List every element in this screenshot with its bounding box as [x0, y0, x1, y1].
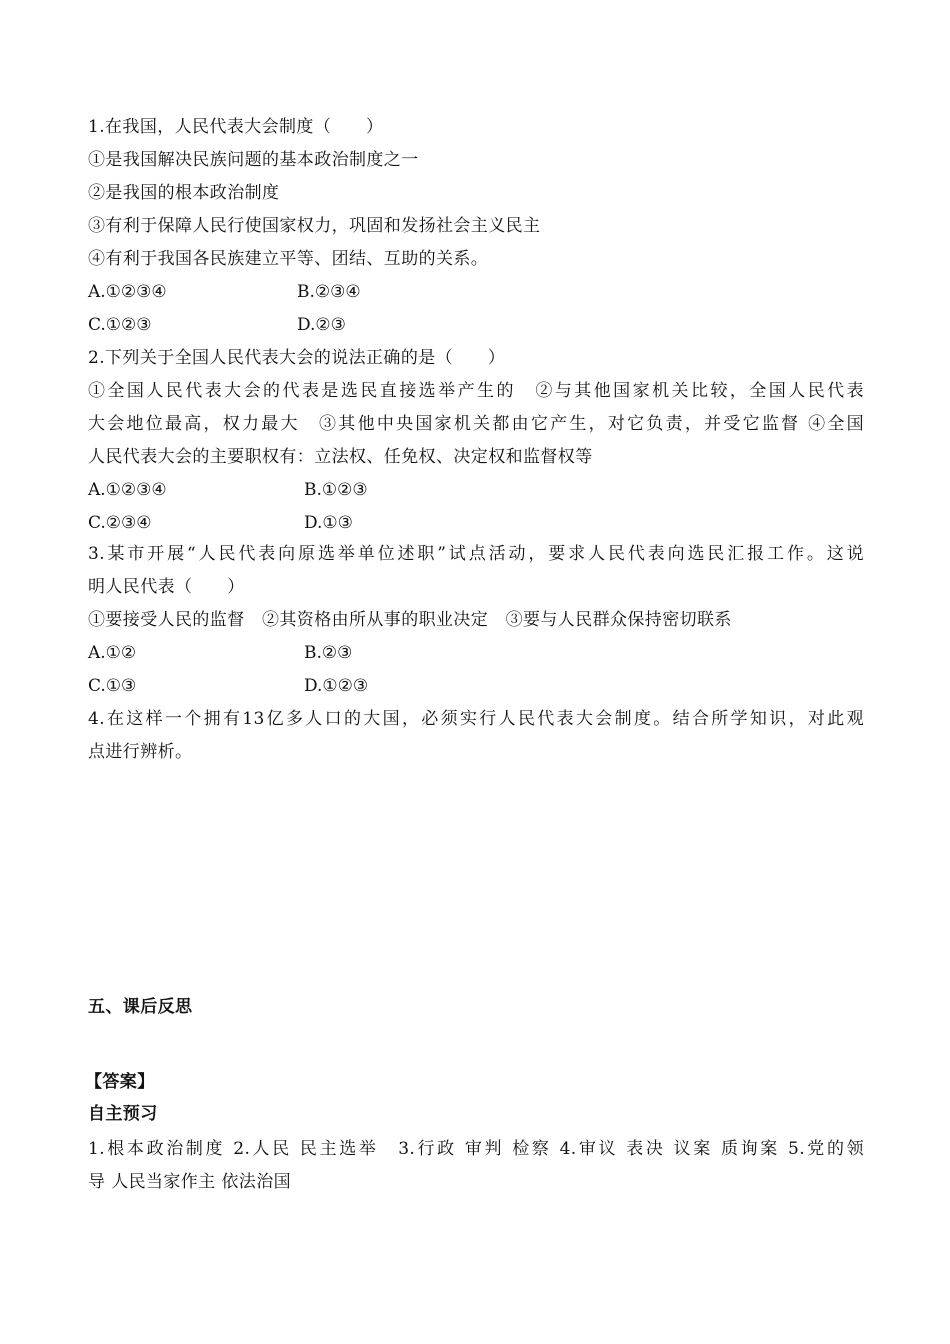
q3-option-a: A.①② [88, 643, 137, 663]
q1-option-c: C.①②③ [88, 315, 152, 335]
q1-stem: 1.在我国，人民代表大会制度（ ） [88, 117, 384, 137]
q2-option-a: A.①②③④ [88, 480, 167, 500]
q4-stem-line-2: 点进行辨析。 [88, 742, 193, 762]
answer-line-1: 1.根本政治制度 2.人民 民主选举 3.行政 审判 检察 4.审议 表决 议案 质询案 5.党的领 [88, 1139, 864, 1159]
q1-option-b: B.②③④ [297, 282, 361, 302]
q1-statement-4: ④有利于我国各民族建立平等、团结、互助的关系。 [88, 249, 489, 269]
q3-statements: ①要接受人民的监督 ②其资格由所从事的职业决定 ③要与人民群众保持密切联系 [88, 610, 732, 630]
q1-option-a: A.①②③④ [88, 282, 167, 302]
answer-line-2: 导 人民当家作主 依法治国 [88, 1172, 292, 1192]
section-heading-reflection: 五、课后反思 [88, 997, 193, 1017]
q1-statement-3: ③有利于保障人民行使国家权力，巩固和发扬社会主义民主 [88, 216, 541, 236]
document-page [85, 0, 878, 1344]
q2-statements-line-1: ①全国人民代表大会的代表是选民直接选举产生的 ②与其他国家机关比较，全国人民代表 [88, 381, 864, 401]
q3-stem-line-2: 明人民代表（ ） [88, 577, 245, 597]
q3-option-d: D.①②③ [304, 676, 369, 696]
answer-heading: 【答案】 [85, 1072, 155, 1092]
q2-option-c: C.②③④ [88, 513, 152, 533]
q2-option-d: D.①③ [304, 513, 353, 533]
q3-option-c: C.①③ [88, 676, 137, 696]
q2-statements-line-2: 大会地位最高，权力最大 ③其他中央国家机关都由它产生，对它负责，并受它监督 ④全国 [88, 414, 864, 434]
q4-stem-line-1: 4.在这样一个拥有13亿多人口的大国，必须实行人民代表大会制度。结合所学知识，对此观 [88, 709, 864, 729]
q2-option-b: B.①②③ [304, 480, 368, 500]
answer-subheading: 自主预习 [88, 1104, 158, 1124]
q3-option-b: B.②③ [304, 643, 353, 663]
q2-stem: 2.下列关于全国人民代表大会的说法正确的是（ ） [88, 348, 506, 368]
q1-statement-2: ②是我国的根本政治制度 [88, 183, 280, 203]
q2-statements-line-3: 人民代表大会的主要职权有：立法权、任免权、决定权和监督权等 [88, 447, 593, 467]
q1-option-d: D.②③ [297, 315, 346, 335]
q3-stem-line-1: 3.某市开展“人民代表向原选举单位述职”试点活动，要求人民代表向选民汇报工作。这说 [88, 544, 864, 564]
q1-statement-1: ①是我国解决民族问题的基本政治制度之一 [88, 150, 419, 170]
